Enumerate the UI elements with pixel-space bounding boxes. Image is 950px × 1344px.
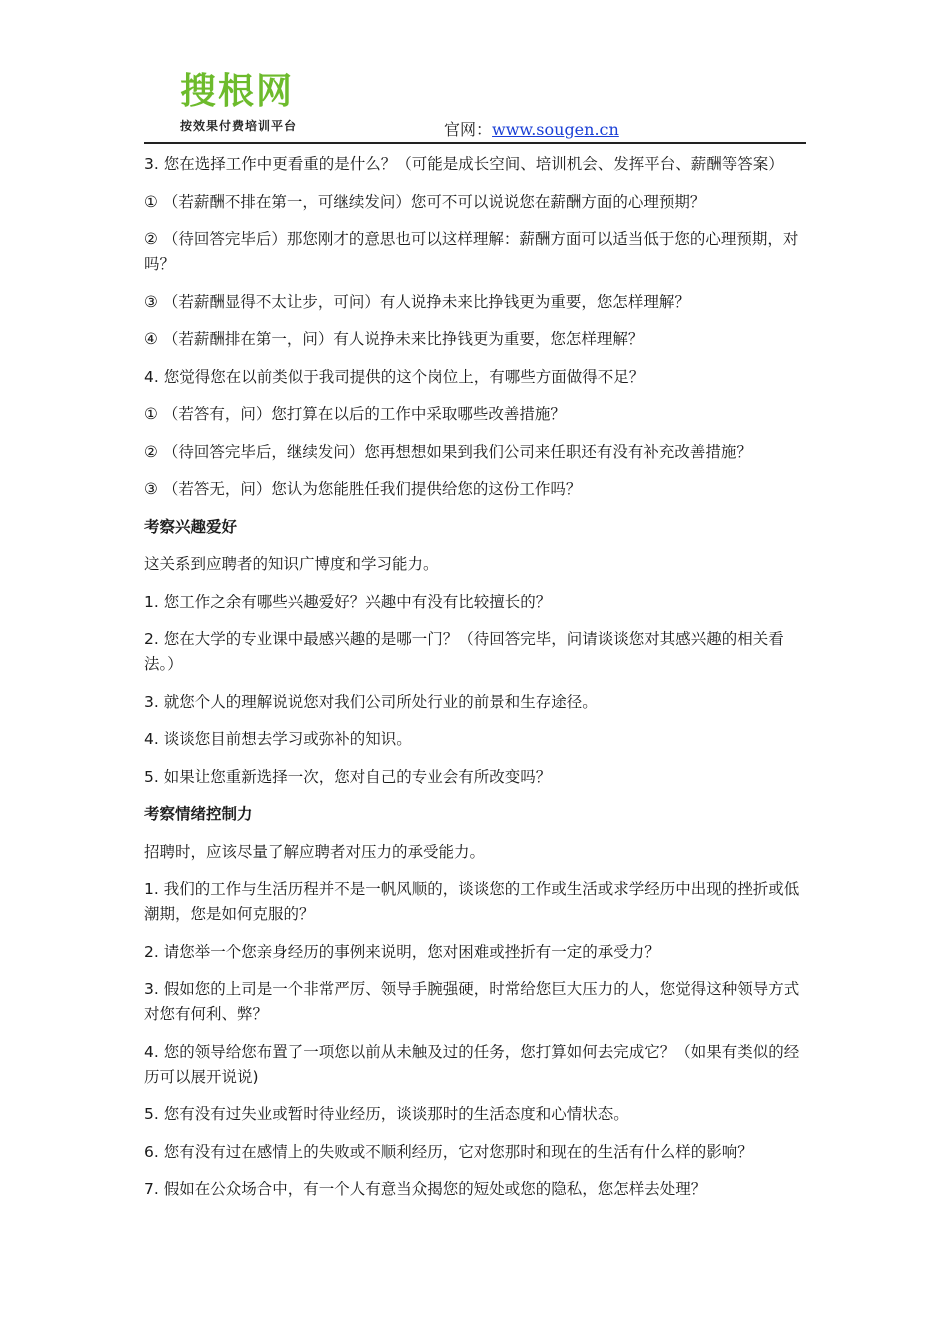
paragraph: ① （若答有，问）您打算在以后的工作中采取哪些改善措施？ [144, 405, 566, 423]
paragraph: 4. 您的领导给您布置了一项您以前从未触及过的任务，您打算如何去完成它？（如果有类似的经历可以展开说说) [144, 1042, 800, 1086]
paragraph: ③ （若薪酬显得不太让步，可问）有人说挣未来比挣钱更为重要，您怎样理解？ [144, 292, 690, 311]
paragraph: 5. 您有没有过失业或暂时待业经历，谈谈那时的生活态度和心情状态。 [144, 1105, 629, 1123]
paragraph: 3. 就您个人的理解说说您对我们公司所处行业的前景和生存途径。 [144, 692, 598, 711]
paragraph: 4. 谈谈您目前想去学习或弥补的知识。 [144, 730, 412, 748]
paragraph: 这关系到应聘者的知识广博度和学习能力。 [144, 555, 439, 573]
paragraph: ② （待回答完毕后，继续发问）您再想想如果到我们公司来任职还有没有补充改善措施？ [144, 442, 752, 461]
paragraph: 招聘时，应该尽量了解应聘者对压力的承受能力。 [144, 842, 486, 861]
paragraph: 5. 如果让您重新选择一次，您对自己的专业会有所改变吗？ [144, 767, 552, 786]
paragraph: 1. 您工作之余有哪些兴趣爱好？兴趣中有没有比较擅长的？ [144, 592, 552, 611]
paragraph: 6. 您有没有过在感情上的失败或不顺利经历，它对您那时和现在的生活有什么样的影响？ [144, 1142, 753, 1161]
paragraph: 3. 假如您的上司是一个非常严厉、领导手腕强硬，时常给您巨大压力的人，您觉得这种领导方式对您有何利、弊？ [144, 980, 800, 1023]
official-site-link[interactable]: www.sougen.cn [492, 120, 619, 139]
paragraph: 2. 请您举一个您亲身经历的事例来说明，您对困难或挫折有一定的承受力？ [144, 942, 660, 961]
paragraph: ② （待回答完毕后）那您刚才的意思也可以这样理解：薪酬方面可以适当低于您的心理预期，对吗？ [144, 230, 799, 273]
paragraph: 3. 您在选择工作中更看重的是什么？（可能是成长空间、培训机会、发挥平台、薪酬等答案） [144, 155, 784, 173]
paragraph: 2. 您在大学的专业课中最感兴趣的是哪一门？（待回答完毕，问请谈谈您对其感兴趣的相关看法。） [144, 630, 784, 673]
document-body [144, 152, 806, 1215]
header-divider [144, 142, 806, 144]
paragraph: ① （若薪酬不排在第一，可继续发问）您可不可以说说您在薪酬方面的心理预期？ [144, 192, 706, 211]
paragraph: ③ （若答无，问）您认为您能胜任我们提供给您的这份工作吗？ [144, 480, 582, 498]
section-heading: 考察情绪控制力 [144, 805, 253, 823]
sougen-logo: 搜根网 [180, 71, 295, 112]
paragraph: 1. 我们的工作与生活历程并不是一帆风顺的，谈谈您的工作或生活或求学经历中出现的挫折或低潮期，您是如何克服的？ [144, 880, 800, 923]
paragraph: 4. 您觉得您在以前类似于我司提供的这个岗位上，有哪些方面做得不足？ [144, 367, 645, 386]
page-header [144, 66, 806, 144]
paragraph: ④ （若薪酬排在第一，问）有人说挣未来比挣钱更为重要，您怎样理解？ [144, 330, 644, 348]
logo-slogan: 按效果付费培训平台 [180, 119, 298, 133]
section-heading: 考察兴趣爱好 [144, 517, 238, 536]
official-site-label: 官网： [444, 120, 493, 139]
paragraph: 7. 假如在公众场合中，有一个人有意当众揭您的短处或您的隐私，您怎样去处理？ [144, 1180, 707, 1198]
official-site [444, 120, 619, 140]
